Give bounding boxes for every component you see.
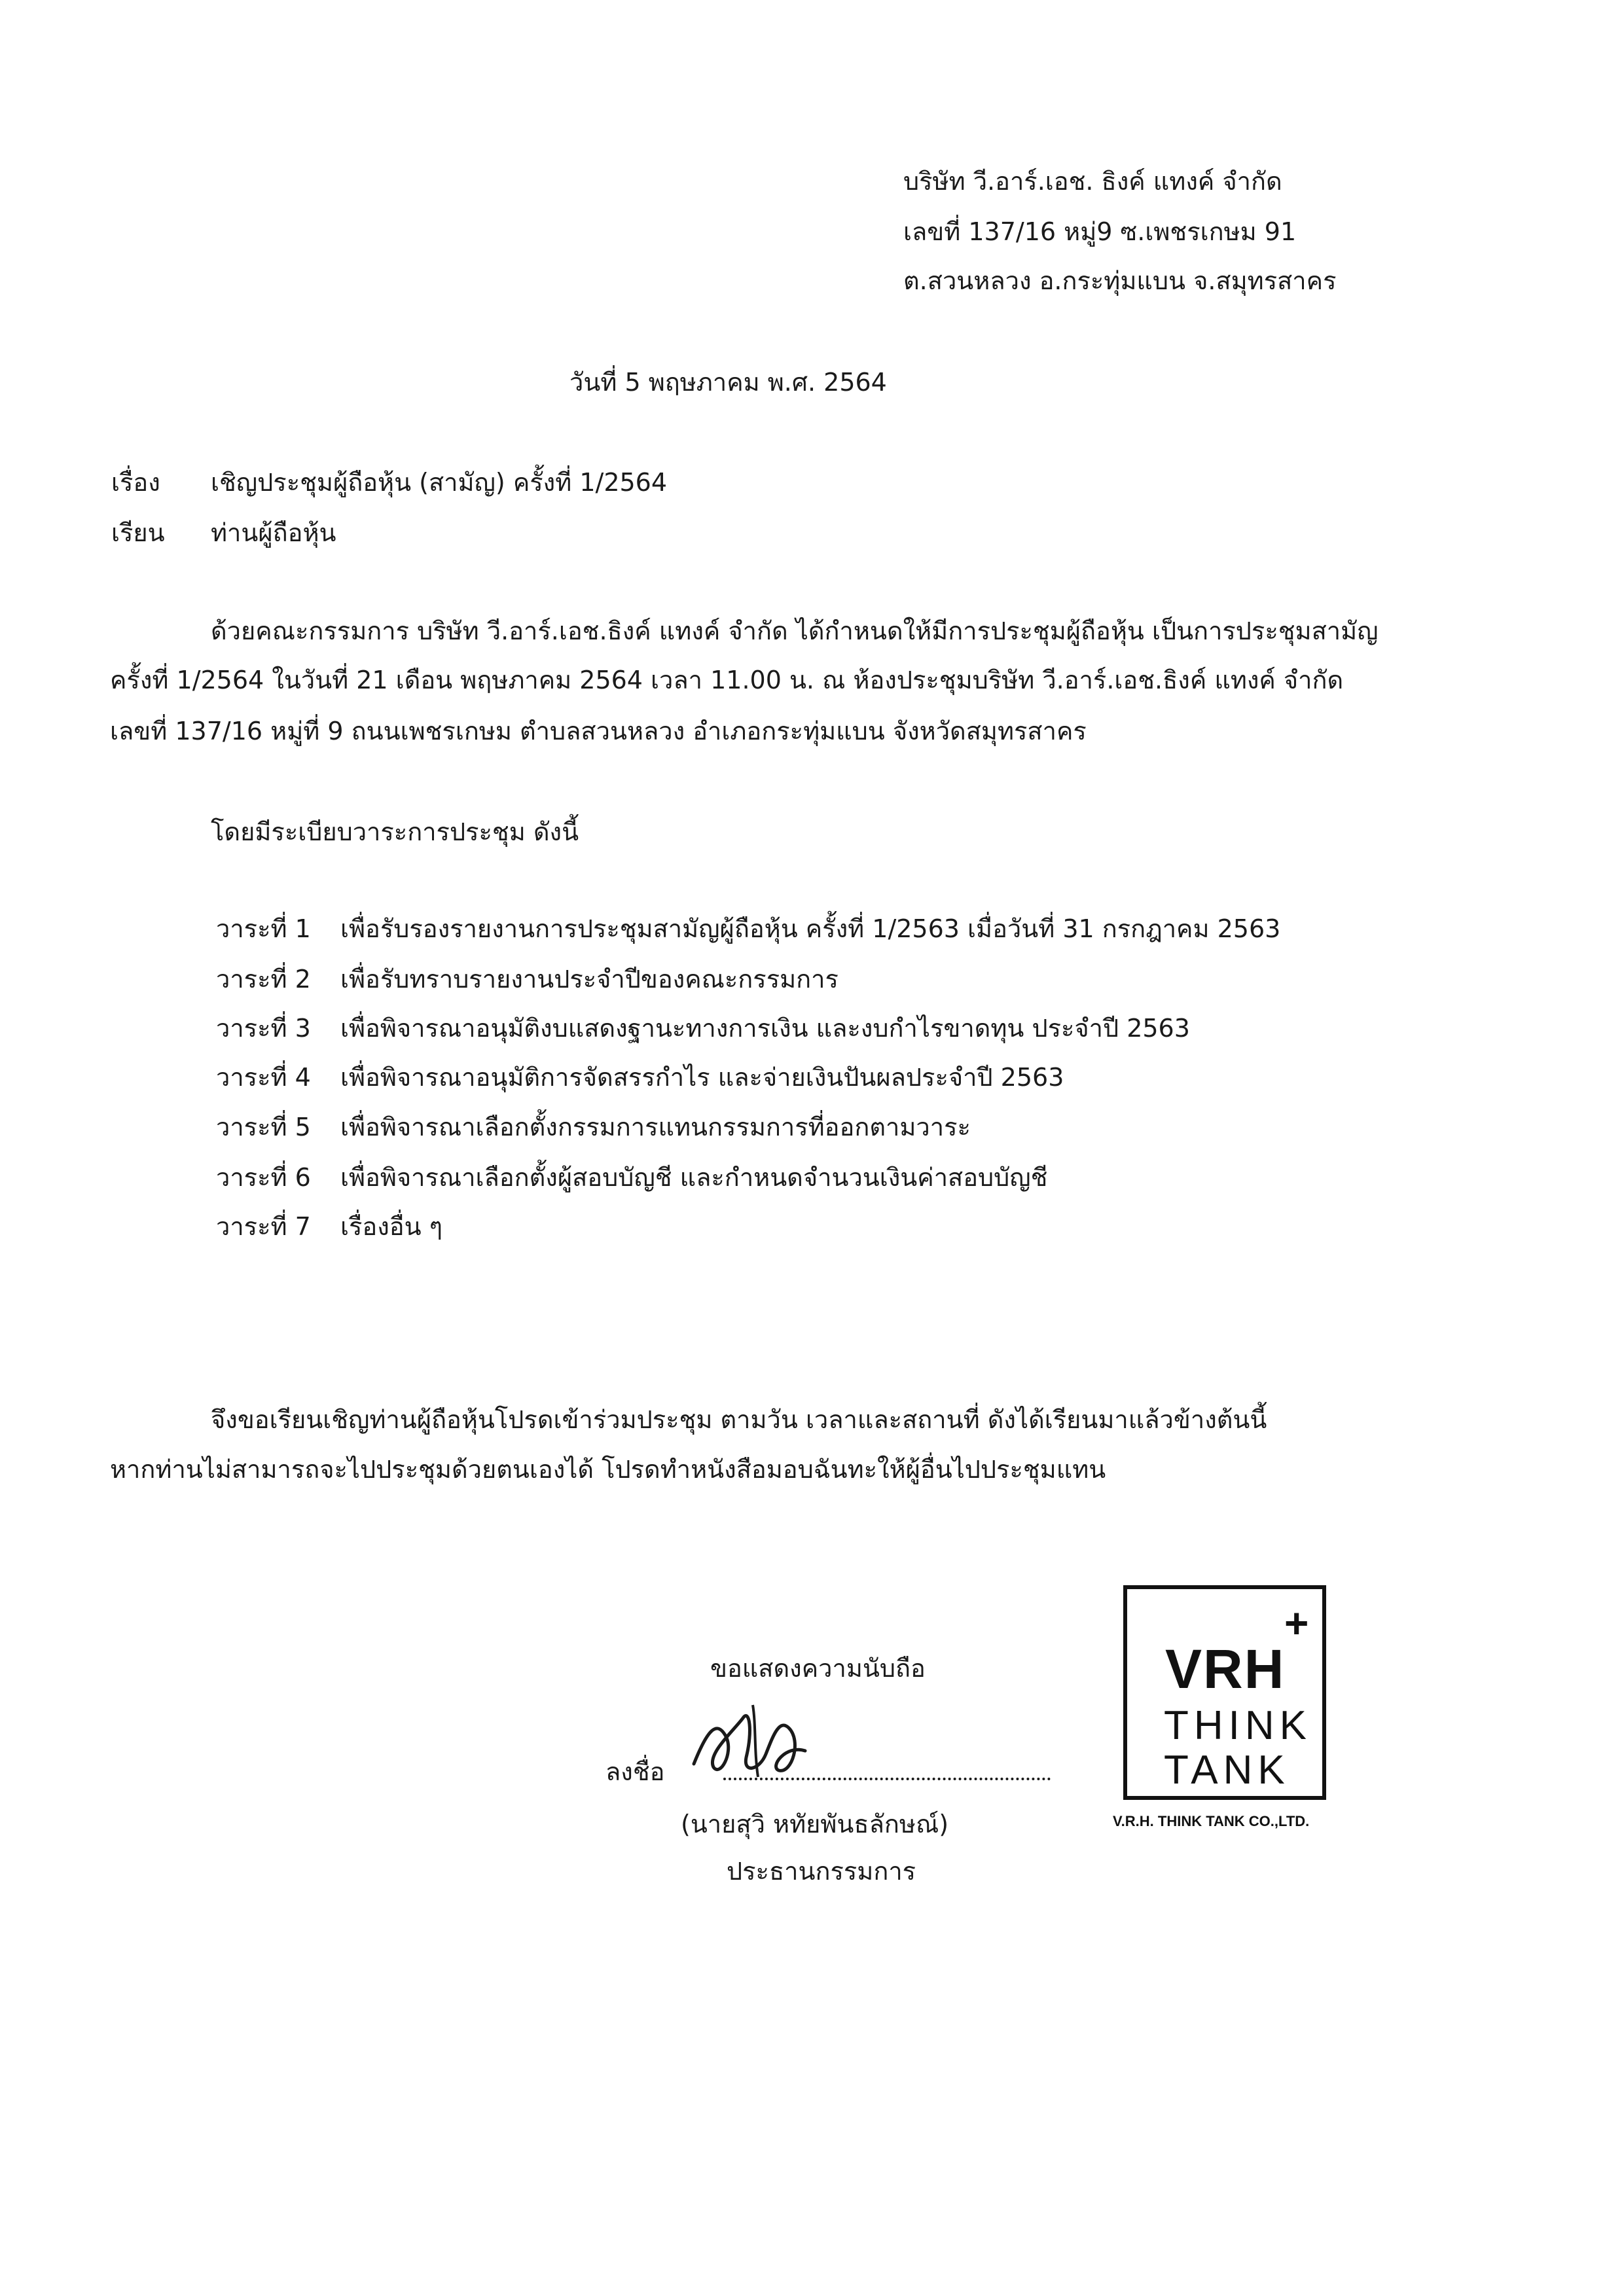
logo-line1: THINK <box>1164 1703 1312 1748</box>
agenda-number: วาระที่ 6 <box>216 1163 311 1192</box>
company-address-line2: ต.สวนหลวง อ.กระทุ่มแบน จ.สมุทรสาคร <box>903 266 1337 295</box>
agenda-item-text: เพื่อพิจารณาเลือกตั้งผู้สอบบัญชี และกำหนดจำนวนเงินค่าสอบบัญชี <box>340 1163 1048 1192</box>
company-address-line1: เลขที่ 137/16 หมู่9 ซ.เพชรเกษม 91 <box>903 217 1297 246</box>
body-paragraph-line1: ด้วยคณะกรรมการ บริษัท วี.อาร์.เอช.ธิงค์ แทงค์ จำกัด ได้กำหนดให้มีการประชุมผู้ถือหุ้น เป็นการประชุมสามัญ <box>211 617 1379 645</box>
sign-label: ลงชื่อ <box>605 1757 665 1786</box>
subject-label: เรื่อง <box>111 468 160 497</box>
agenda-item-text: เรื่องอื่น ๆ <box>340 1212 443 1241</box>
agenda-number: วาระที่ 7 <box>216 1212 311 1241</box>
company-name: บริษัท วี.อาร์.เอช. ธิงค์ แทงค์ จำกัด <box>903 167 1282 196</box>
signature-dotted-line <box>723 1778 1051 1780</box>
company-logo <box>1123 1585 1326 1800</box>
logo-caption: V.R.H. THINK TANK CO.,LTD. <box>1113 1813 1310 1829</box>
body-paragraph-line3: เลขที่ 137/16 หมู่ที่ 9 ถนนเพชรเกษม ตำบลสวนหลวง อำเภอกระทุ่มแบน จังหวัดสมุทรสาคร <box>110 717 1087 745</box>
letter-date: วันที่ 5 พฤษภาคม พ.ศ. 2564 <box>569 368 887 397</box>
agenda-item-text: เพื่อรับทราบรายงานประจำปีของคณะกรรมการ <box>340 965 839 994</box>
handwritten-signature <box>681 1692 831 1790</box>
logo-mark: VRH <box>1165 1638 1286 1700</box>
logo-plus-icon: + <box>1284 1600 1309 1647</box>
agenda-intro: โดยมีระเบียบวาระการประชุม ดังนี้ <box>211 817 579 846</box>
agenda-number: วาระที่ 3 <box>216 1014 311 1043</box>
agenda-number: วาระที่ 5 <box>216 1113 311 1141</box>
closing-line2: หากท่านไม่สามารถจะไปประชุมด้วยตนเองได้ โปรดทำหนังสือมอบฉันทะให้ผู้อื่นไปประชุมแทน <box>110 1455 1106 1484</box>
agenda-item-text: เพื่อรับรองรายงานการประชุมสามัญผู้ถือหุ้น ครั้งที่ 1/2563 เมื่อวันที่ 31 กรกฎาคม 2563 <box>340 914 1281 943</box>
signer-position: ประธานกรรมการ <box>727 1857 916 1886</box>
body-paragraph-line2: ครั้งที่ 1/2564 ในวันที่ 21 เดือน พฤษภาคม 2564 เวลา 11.00 น. ณ ห้องประชุมบริษัท วี.อาร์.เอช.ธิงค์ แทงค์ จำกัด <box>110 666 1344 694</box>
subject-text: เชิญประชุมผู้ถือหุ้น (สามัญ) ครั้งที่ 1/2564 <box>211 468 668 497</box>
agenda-number: วาระที่ 4 <box>216 1063 311 1092</box>
agenda-item-text: เพื่อพิจารณาอนุมัติงบแสดงฐานะทางการเงิน และงบกำไรขาดทุน ประจำปี 2563 <box>340 1014 1190 1043</box>
regards-text: ขอแสดงความนับถือ <box>710 1654 926 1683</box>
agenda-item-text: เพื่อพิจารณาอนุมัติการจัดสรรกำไร และจ่ายเงินปันผลประจำปี 2563 <box>340 1063 1064 1092</box>
recipient-label: เรียน <box>111 518 165 547</box>
logo-line2: TANK <box>1164 1748 1290 1793</box>
closing-line1: จึงขอเรียนเชิญท่านผู้ถือหุ้นโปรดเข้าร่วมประชุม ตามวัน เวลาและสถานที่ ดังได้เรียนมาแล้วข้างต้นนี้ <box>211 1405 1267 1434</box>
signer-name: (นายสุวิ หทัยพันธลักษณ์) <box>681 1810 949 1839</box>
agenda-item-text: เพื่อพิจารณาเลือกตั้งกรรมการแทนกรรมการที่ออกตามวาระ <box>340 1113 971 1141</box>
recipient-text: ท่านผู้ถือหุ้น <box>211 518 336 547</box>
agenda-number: วาระที่ 2 <box>216 965 311 994</box>
agenda-number: วาระที่ 1 <box>216 914 311 943</box>
